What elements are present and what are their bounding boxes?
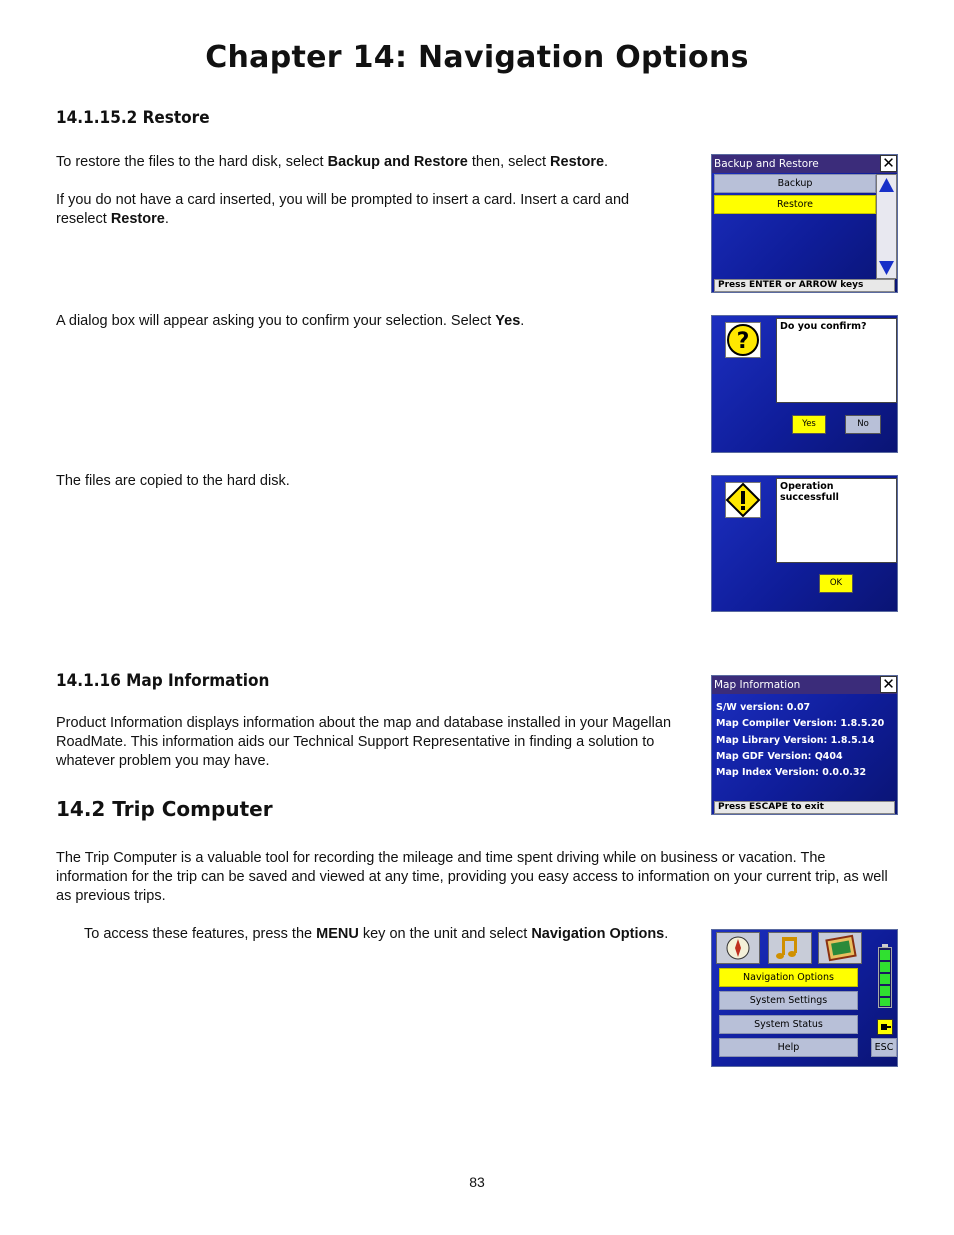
paragraph-map-information: Product Information displays information about the map and database installed in your Magellan RoadMate. This information aids our Technical Support Representative in finding a solution to whatever problem you may have. bbox=[56, 715, 672, 769]
menu-item-system-status[interactable]: System Status bbox=[719, 1015, 858, 1034]
svg-text:?: ? bbox=[736, 329, 750, 354]
arrow-up-icon[interactable] bbox=[877, 175, 896, 194]
esc-button[interactable]: ESC bbox=[871, 1038, 897, 1057]
info-map-index-version: Map Index Version: 0.0.0.32 bbox=[716, 767, 867, 778]
info-map-library-version: Map Library Version: 1.8.5.14 bbox=[716, 735, 875, 746]
no-button[interactable]: No bbox=[845, 415, 881, 434]
ok-button[interactable]: OK bbox=[819, 574, 853, 593]
question-icon bbox=[725, 322, 761, 358]
section-heading-trip-computer: 14.2 Trip Computer bbox=[56, 797, 273, 821]
screen-title: Map Information bbox=[712, 676, 897, 694]
bold-term: Navigation Options bbox=[531, 926, 665, 942]
page-number: 83 bbox=[469, 1174, 485, 1190]
paragraph-restore-4: The files are copied to the hard disk. bbox=[56, 473, 290, 489]
chapter-title: Chapter 14: Navigation Options bbox=[205, 40, 749, 75]
info-map-gdf-version: Map GDF Version: Q404 bbox=[716, 751, 843, 762]
close-icon[interactable]: ✕ bbox=[880, 676, 897, 693]
warning-icon bbox=[725, 482, 761, 518]
text: To restore the files to the hard disk, select bbox=[56, 154, 328, 170]
text: . bbox=[520, 313, 525, 329]
text: . bbox=[664, 926, 669, 942]
battery-icon bbox=[878, 944, 892, 1008]
close-icon[interactable]: ✕ bbox=[880, 155, 897, 172]
paragraph-trip-computer: The Trip Computer is a valuable tool for recording the mileage and time spent driving while on business or vacation. The information for the trip can be saved and viewed at any time, providing you easy access to information on your current trip, as well as previous trips. bbox=[56, 850, 888, 904]
status-bar: Press ESCAPE to exit bbox=[714, 801, 895, 814]
info-map-compiler-version: Map Compiler Version: 1.8.5.20 bbox=[716, 718, 885, 729]
music-notes-icon[interactable] bbox=[768, 932, 812, 964]
menu-item-navigation-options[interactable]: Navigation Options bbox=[719, 968, 858, 987]
power-plug-icon bbox=[877, 1019, 893, 1035]
screen-main-menu bbox=[711, 929, 898, 1067]
screen-title: Backup and Restore bbox=[712, 155, 897, 173]
bold-term: Yes bbox=[495, 313, 521, 329]
bold-term: MENU bbox=[316, 926, 359, 942]
bold-term: Backup and Restore bbox=[327, 154, 468, 170]
menu-item-restore[interactable]: Restore bbox=[714, 195, 876, 214]
menu-item-help[interactable]: Help bbox=[719, 1038, 858, 1057]
text: If you do not have a card inserted, you will be prompted to insert a card. Insert a card and reselect bbox=[56, 192, 630, 227]
text: . bbox=[164, 211, 169, 227]
status-bar: Press ENTER or ARROW keys bbox=[714, 279, 895, 292]
picture-icon[interactable] bbox=[818, 932, 862, 964]
section-heading-restore: 14.1.15.2 Restore bbox=[56, 108, 210, 128]
screen-map-information bbox=[711, 675, 898, 815]
menu-item-backup[interactable]: Backup bbox=[714, 174, 876, 193]
paragraph-restore-3 bbox=[56, 312, 676, 331]
text: . bbox=[604, 154, 609, 170]
paragraph-trip-access bbox=[84, 925, 704, 944]
text: A dialog box will appear asking you to confirm your selection. Select bbox=[56, 313, 496, 329]
screen-success bbox=[711, 475, 898, 612]
dialog-message: Do you confirm? bbox=[776, 318, 897, 403]
yes-button[interactable]: Yes bbox=[792, 415, 826, 434]
text: then, select bbox=[467, 154, 551, 170]
bold-term: Restore bbox=[110, 211, 165, 227]
paragraph-restore-2 bbox=[56, 191, 681, 229]
text: key on the unit and select bbox=[358, 926, 532, 942]
info-sw-version: S/W version: 0.07 bbox=[716, 702, 811, 713]
scrollbar[interactable] bbox=[876, 174, 897, 279]
compass-icon[interactable] bbox=[716, 932, 760, 964]
screen-confirm bbox=[711, 315, 898, 453]
paragraph-restore-1 bbox=[56, 153, 676, 172]
dialog-message: Operation successfull bbox=[776, 478, 897, 563]
menu-item-system-settings[interactable]: System Settings bbox=[719, 991, 858, 1010]
screen-backup-restore bbox=[711, 154, 898, 293]
arrow-down-icon[interactable] bbox=[877, 259, 896, 278]
section-heading-map-information: 14.1.16 Map Information bbox=[56, 671, 270, 691]
text: To access these features, press the bbox=[84, 926, 317, 942]
bold-term: Restore bbox=[550, 154, 605, 170]
